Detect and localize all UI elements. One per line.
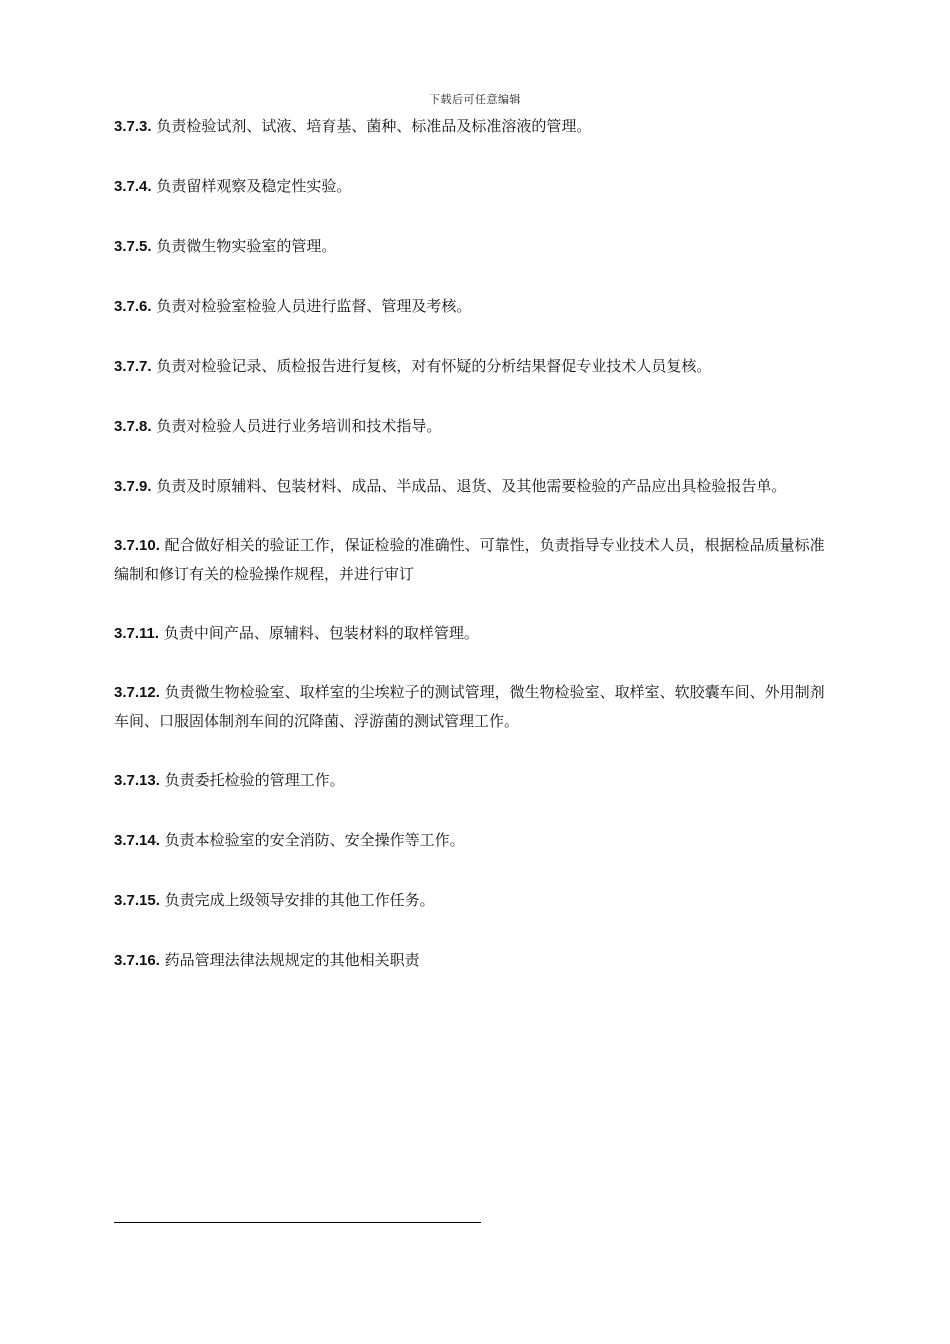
page-header: 下载后可任意编辑 <box>429 93 521 106</box>
clause-3-7-15 <box>114 886 836 915</box>
clause-text: 配合做好相关的验证工作，保证检验的准确性、可靠性，负责指导专业技术人员，根据检品质量标准编制和修订有关的检验操作规程，并进行审订 <box>114 536 825 583</box>
clause-text: 负责微生物检验室、取样室的尘埃粒子的测试管理，微生物检验室、取样室、软胶囊车间、外用制剂车间、口服固体制剂车间的沉降菌、浮游菌的测试管理工作。 <box>114 683 825 730</box>
clause-number: 3.7.11. <box>114 625 160 642</box>
clause-text: 负责完成上级领导安排的其他工作任务。 <box>164 891 435 909</box>
clause-3-7-10 <box>114 531 836 589</box>
clause-number: 3.7.6. <box>114 298 152 315</box>
clause-text: 负责检验试剂、试液、培育基、菌种、标准品及标准溶液的管理。 <box>156 117 592 135</box>
clause-3-7-16 <box>114 946 836 975</box>
clause-number: 3.7.12. <box>114 684 160 701</box>
clause-number: 3.7.10. <box>114 537 160 554</box>
clause-number: 3.7.9. <box>114 478 152 495</box>
clause-3-7-13 <box>114 766 836 795</box>
clause-text: 负责委托检验的管理工作。 <box>164 771 345 789</box>
clause-3-7-9 <box>114 472 836 501</box>
clause-number: 3.7.5. <box>114 238 152 255</box>
clause-3-7-6 <box>114 292 836 321</box>
clause-text: 负责对检验人员进行业务培训和技术指导。 <box>156 417 442 435</box>
footnote-separator-line <box>114 1222 481 1223</box>
clause-3-7-5 <box>114 232 836 261</box>
clause-number: 3.7.3. <box>114 118 152 135</box>
clause-list <box>114 112 836 975</box>
clause-3-7-12 <box>114 678 836 736</box>
clause-text: 负责中间产品、原辅料、包装材料的取样管理。 <box>163 624 479 642</box>
clause-3-7-3 <box>114 112 836 141</box>
clause-number: 3.7.8. <box>114 418 152 435</box>
clause-text: 负责微生物实验室的管理。 <box>156 237 337 255</box>
clause-number: 3.7.13. <box>114 772 160 789</box>
clause-text: 负责本检验室的安全消防、安全操作等工作。 <box>164 831 465 849</box>
clause-number: 3.7.7. <box>114 358 152 375</box>
clause-number: 3.7.4. <box>114 178 152 195</box>
clause-3-7-7 <box>114 352 836 381</box>
clause-3-7-14 <box>114 826 836 855</box>
clause-number: 3.7.14. <box>114 832 160 849</box>
clause-3-7-8 <box>114 412 836 441</box>
clause-text: 负责对检验室检验人员进行监督、管理及考核。 <box>156 297 472 315</box>
clause-text: 负责留样观察及稳定性实验。 <box>156 177 352 195</box>
clause-text: 负责及时原辅料、包装材料、成品、半成品、退货、及其他需要检验的产品应出具检验报告单。 <box>156 477 787 495</box>
clause-3-7-4 <box>114 172 836 201</box>
clause-text: 负责对检验记录、质检报告进行复核，对有怀疑的分析结果督促专业技术人员复核。 <box>156 357 712 375</box>
clause-text: 药品管理法律法规规定的其他相关职责 <box>164 951 420 969</box>
clause-number: 3.7.15. <box>114 892 160 909</box>
clause-number: 3.7.16. <box>114 952 160 969</box>
clause-3-7-11 <box>114 619 836 648</box>
